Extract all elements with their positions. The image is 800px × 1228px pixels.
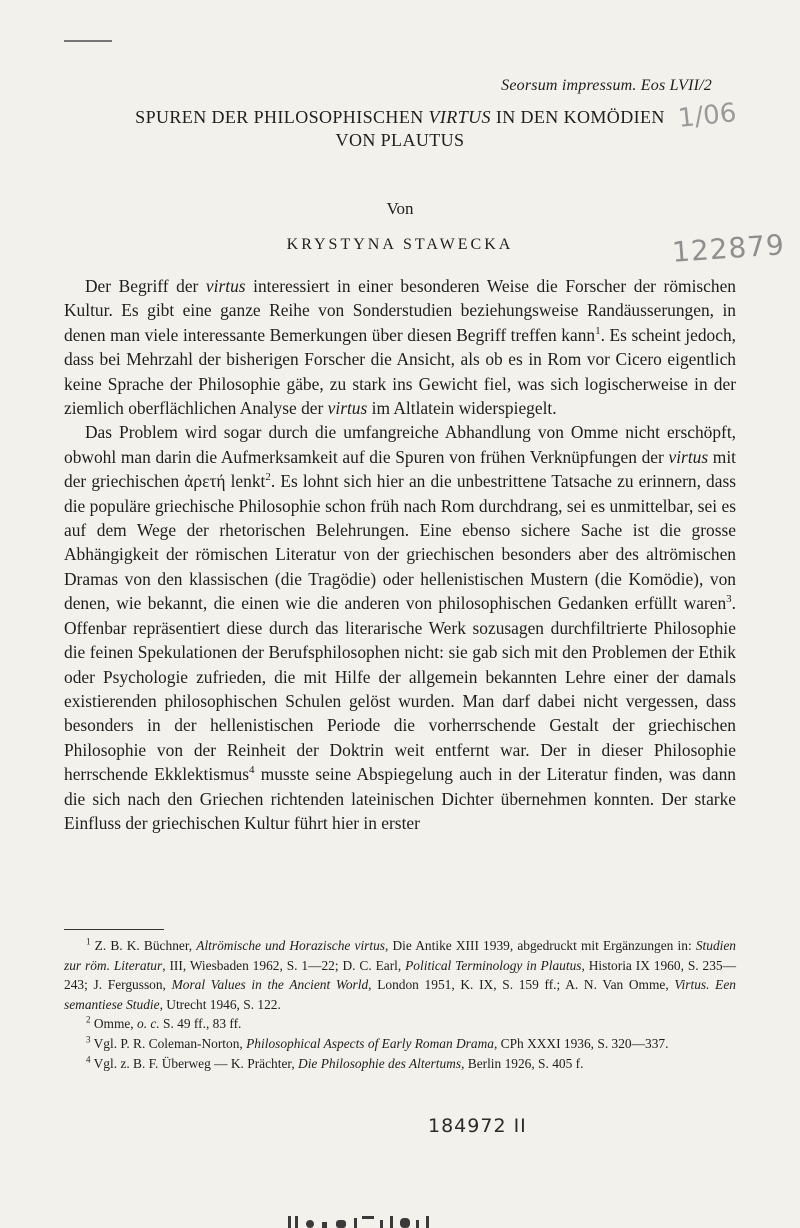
library-shelfmark-stamp: 184972 II — [428, 1115, 527, 1137]
paragraph-1: Der Begriff der virtus interessiert in einer besonderen Weise die Forscher der römischen Kultur. Es gibt eine ganze Reihe von Sonderstudien beziehungsweise Randäusserungen, in denen man viele interessante Bemerkungen über diesen Begriff treffen kann$^1$. Es scheint jedoch, dass bei Mehrzahl der bisherigen Forscher die Ansicht, als ob es in Rom vor Cicero eigentlich keine Sprache der Philosophie gäbe, zu stark ins Gewicht fiel, was sich logischerweise in der ziemlich oberflächlichen Analyse der virtus im Altlatein widerspiegelt. — [64, 276, 737, 419]
footnote-1: $^1$ Z. B. K. Büchner, Altrömische und Horazische virtus, Die Antike XIII 1939, abgedruckt mit Ergänzungen in: Studien zur röm. Literatur, III, Wiesbaden 1962, S. 1—22; D. C. Earl, Political Terminology in Plautus, Historia IX 1960, S. 235—243; J. Fergusson, Moral Values in the Ancient World, London 1951, K. IX, S. 159 ff.; A. N. Van Omme, Virtus. Een semantiese Studie, Utrecht 1946, S. 122. — [64, 936, 736, 1012]
article-body — [64, 274, 736, 835]
paragraph-2: Das Problem wird sogar durch die umfangreiche Abhandlung von Omme nicht erschöpft, obwohl man darin die Aufmerksamkeit auf die Spuren von frühen Verknüpfungen der virtus mit der griechischen ἀρετή lenkt$^2$. Es lohnt sich hier an die unbestrittene Tatsache zu erinnern, dass die populäre griechische Philosophie schon früh nach Rom durchdrang, sei es unmittelbar, sei es auf dem Wege der rhetorischen Belehrungen. Eine ebenso sichere Sache ist die grosse Abhängigkeit der römischen Literatur von der griechischen besonders aber des altrömischen Dramas von den klassischen (die Tragödie) oder hellenistischen Mustern (die Komödie), von denen, wie bekannt, die einen wie die anderen von philosophischen Gedanken erfüllt waren$^3$. Offenbar repräsentiert diese durch das literarische Werk sozusagen durchfiltrierte Philosophie die feinen Spekulationen der Berufsphilosophen nicht: sie gab sich mit den Problemen der Ethik oder Psychologie zufrieden, die mit Hilfe der allgemein bekannten Lehre einer der damals existierenden philosophischen Schulen gelöst wurden. Man darf dabei nicht vergessen, dass besonders in der hellenistischen Periode die vorherrschende Gestalt der griechischen Philosophie von der Reinheit der Doktrin weit entfernt war. Der in dieser Philosophie herrschende Ekklektismus$^4$ musste seine Abspiegelung auch in der Literatur finden, was dann die sich nach den Griechen richtenden lateinischen Dichter übernehmen konnten. Der starke Einfluss der griechischen Kultur führt hier in erster — [64, 422, 736, 833]
footnote-2: $^2$ Omme, o. c. S. 49 ff., 83 ff. — [86, 1014, 242, 1032]
author-name: KRYSTYNA STAWECKA — [286, 236, 514, 253]
handwritten-corner-note: 1/06 — [676, 98, 738, 134]
footnotes — [64, 936, 736, 1073]
footnote-3: $^3$ Vgl. P. R. Coleman-Norton, Philosophical Aspects of Early Roman Drama, CPh XXXI 1936, S. 320—337. — [86, 1034, 669, 1051]
footnote-ref[interactable]: 1 — [595, 325, 601, 338]
title-line-1: SPUREN DER PHILOSOPHISCHEN VIRTUS IN DEN KOMÖDIEN — [135, 107, 665, 127]
library-ownership-stamp — [282, 1196, 522, 1228]
stamp-fragment-graphic — [282, 1196, 522, 1228]
footnote-4: $^4$ Vgl. z. B. F. Überweg — K. Prächter, Die Philosophie des Altertums, Berlin 1926, S. 405 f. — [86, 1054, 584, 1071]
footnote-ref[interactable]: 2 — [265, 471, 271, 484]
offprint-header: Seorsum impressum. Eos LVII/2 — [501, 77, 712, 94]
top-rule-mark — [64, 40, 112, 42]
byline-von: Von — [386, 199, 414, 218]
title-virtus: VIRTUS — [428, 107, 491, 127]
title-line-2: VON PLAUTUS — [335, 130, 465, 150]
footnote-separator — [64, 929, 164, 930]
footnote-ref[interactable]: 3 — [726, 593, 732, 606]
handwritten-inventory-number: 122879 — [670, 228, 786, 269]
footnote-ref[interactable]: 4 — [248, 764, 255, 777]
